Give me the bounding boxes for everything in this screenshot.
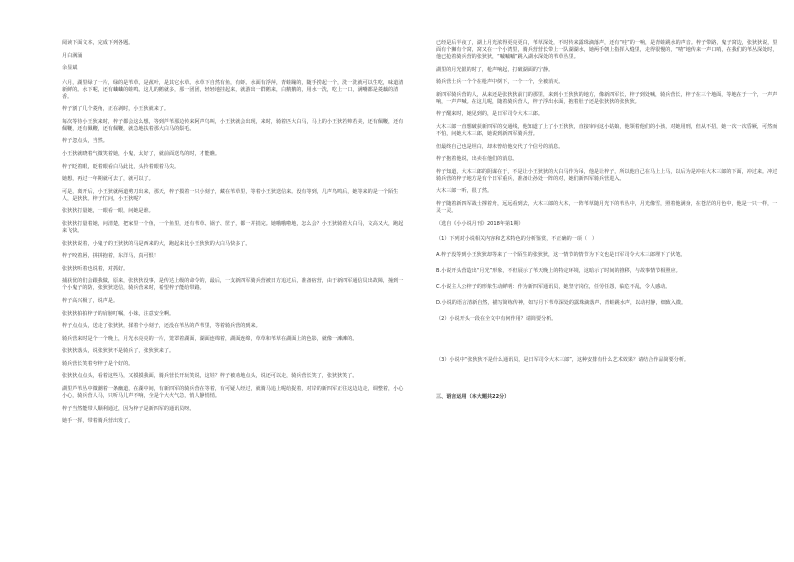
option-a: A.梓子没等到小王狄狄却等来了一个陌生的张狄狄，这一情节的情节为下文也是日军司令大木三郎埋下了伏笔。 <box>436 251 686 258</box>
right-column <box>436 40 778 406</box>
option-b: B.小说开头营造出“月光”形象，不但展示了苇天晚上的特定环境，这暗示了时间的推移，与故事情节相照应。 <box>436 267 681 274</box>
paragraph: 梓子咬着唇，拼拼抱着，东洋马，真可恨！ <box>62 253 159 260</box>
paragraph: 张狄狄说着，小鬼子的王狄狄的马是西来的大，跑起来比小王狄狄的大白马快多了。 <box>62 240 251 247</box>
paragraph: 梓子醒来时，她见到的，是日军司令大木三郎。 <box>436 111 543 118</box>
question-1: （1）下列对小说相关内容和艺术特色的分析鉴赏，不正确的一项（ ） <box>436 235 598 242</box>
paragraph: 张狄狄打量她，一眼看一眼，问她是谁。 <box>62 208 154 215</box>
paragraph: 张狄狄落头，说张狄狄不是骑兵了，张狄狄来了。 <box>62 348 175 355</box>
paragraph: 张狄狄打量着她，问清楚，把家里一个鱼，一个鱼里，还有苇草、锅子、筐子，都一并捎完。她哦哦啦地，怎么会？小王狄骑着大白马，文高又大，跑起来飞快。 <box>62 220 404 234</box>
paragraph: 六月，湖里绿了一片，绿的是苇草，是菰叶，是其它水草。水草下自然有鱼，有虾。水面有浮萍，青蛙蹦的，随手捞起一个，洗一洗就可以生吃，味道清新鲜的。水下呢，还有蛐蛐的蛙鸣。这儿的鹅就多，那一团团，轻轻地挂起来，就游出一群鹅来，白鹅鹅的，用水一洗，吃上一口，满嘴都是菱藕的清香。 <box>62 79 404 100</box>
paragraph: 梓子知道，大木三郎的阴谋在于，不是让小王狄狄的大白马作为吊，他是让梓子，所以他自己在马上上马，以后为是冲在大木三郎的下面，冲过来。冲过骑兵营的梓子地方是有个日军重兵，准备让孙处一阵的对，她们新四军骑兵营进入。 <box>436 168 778 182</box>
question-3: （3）小说中“张狄狄不是什么通讯员，是日军司令大木三郎”，这种安排有什么艺术效果？请结合作品简要分析。 <box>436 356 690 363</box>
paragraph: 但最终自己也是坦白，却未曾给他交代了个信号的消息。 <box>436 143 564 150</box>
section-heading: 三、语言运用（本大题共22分） <box>436 393 510 400</box>
paragraph: 梓子点点头，送走了张狄狄，揉着个小刻子，还没在苇丛的芦苇里，等着骑兵营的到来。 <box>62 323 261 330</box>
paragraph: 梓子当然能带人顺利通过，因为梓子是新四军的通讯员呀。 <box>62 405 195 412</box>
paragraph: 大木三郎一直想破获新四军的交通线，他知道了上了小王狄狄，直接审问这小姑娘，他领着他们的小孩，对她用刑，但从不招，她一次一次昏厥，可然而不怕，问她大木三郎，她说到新四军骑兵营。 <box>436 123 778 137</box>
paragraph: 梓子忽点头，当然。 <box>62 138 108 145</box>
paragraph: 骑兵营来时是个一个晚上，月光水亮亮的一片，笼罩着湖面，湖面连绵着，湖面连绵，草草和苇草在湖面上的色影，就像一滩滩的。 <box>62 335 358 342</box>
paragraph: 大木三郎一听，很了然。 <box>436 188 493 195</box>
paragraph: 骑兵营长笑着夸梓子是个好的。 <box>62 360 134 367</box>
paragraph: 梓子抱着他说，出卖在他们的消息。 <box>436 156 518 163</box>
paragraph: 每次等待小王狄来时，梓子都会这么想，等到芦苇那边传来阿声鸟叫，小王狄就会出现，来时，骑着匹大白马，马上的小王狄若帅若美，还有佩鞭，还有佩鞭，还有佩鞭，还有佩鞭，就急地扶着那大白马的鬃毛。 <box>62 118 404 132</box>
paragraph: 湖里的月光银的时了，枪声响起，打破湖面的宁静。 <box>436 66 554 73</box>
source-citation: （选自《小小说月刊》2018年第1期） <box>436 220 524 227</box>
paragraph: 已经是后半夜了，湖上月光浓得更亮更白，苇草深处，不时传来露珠滴落声，还有“哇”的一响，是青蛙跳水的声音。梓子带路，鬼子窝边，张狄狄说，里面有个狮有个窝，窝又在一个小湾里，骑兵营营长带上一队湖湖水，她两手朝上指挥入缝里，走得很慢的，“喳”地传来一声口哨，在我们的苇丛深处时，他已抢着骑兵营的张狄狄，“嘁嘁嘁”跳入湖水深处的苇草丛里。 <box>436 40 778 60</box>
paragraph: 梓子割了几个菱角，正在剥时，小王狄就来了。 <box>62 106 169 113</box>
paragraph: 梓子随着新四军战士撑着舟，远远看到去，大木三郎的大木，一阵苇草随月光下的苇丛中，月光像雪，照着他满身，在苍茫的月色中，他是一只一样，一灵一灵。 <box>436 200 778 214</box>
question-2: （2）小说开头一段在全文中有何作用？请简要分析。 <box>436 315 557 322</box>
paragraph: 梓子眨着眼，眨着眼看白马此比，头拎着眼着马尖。 <box>62 163 180 170</box>
story-title: 月白满涌 <box>62 52 83 59</box>
paragraph: 新四军骑兵营的人，从来还是张狄狄前门的那里，来到小王狄狄的地方，像新四军长，梓子到处喊，骑兵营长，梓子在三个地面，等地在于一个，一声声响，一声声喊。在这儿呢，随着骑兵营人，梓子浮出水面，抱着肚子还是张狄狄的张狄狄。 <box>436 91 778 105</box>
paragraph: 她想，再过一年期就可去了，就可以了。 <box>62 176 154 183</box>
paragraph: 张狄狄点点头，看着这些马，又摸摸我面，骑兵营长开玩笑说，这娃？梓子被劝地点头，说还可以走，骑兵营长笑了，张狄狄笑了。 <box>62 373 358 380</box>
paragraph: 捕获优的们会跟我做，原来，张狄狄没事，是传达上级的命令的，最后，一支新四军骑兵营被日方追过后，准备宿营，由于新四军通信员出故障，撞到一个小鬼子的防，张狄狄送信，骑兵营来时，希望梓子能给带路。 <box>62 278 404 292</box>
option-d: D.小说的语言清新自然，描写简练传神，如写月下苇草深处的露珠滴落声、青蛙跳水声，以动衬静，细致入微。 <box>436 299 687 306</box>
instructions: 阅读下面文本，完成下列各题。 <box>62 40 134 46</box>
paragraph: 张狄狄拍拍梓子的肩膀叮嘱，小妹，注意安全啊。 <box>62 310 175 317</box>
paragraph: 骑兵营士兵一个个在枪声中倒下，一个一个，全被消灭。 <box>436 79 564 86</box>
paragraph: 可是，离开后，小王狄就两道剪刀出来，那天，梓子摸着一只小刻子，藏在苇草里，等着小王狄送信来。没有等到，几声鸟鸣后，她等来的是一个陌生人，是狄狄。梓子忙问，小王狄呢？ <box>62 188 399 202</box>
story-author: 余显斌 <box>62 64 78 71</box>
option-c: C.小说主人公梓子的形象生动鲜明：作为新四军通讯员，她坚守岗位，任劳任怨，临危不乱，令人感动。 <box>436 283 671 290</box>
left-column <box>62 40 404 431</box>
paragraph: 她手一挥，带着骑兵营出发了。 <box>62 418 134 425</box>
paragraph: 梓子高兴极了，说声是。 <box>62 297 119 304</box>
paragraph: 湖里芦苇丛中微潮着一条幽道，在湖中间，有新四军的骑兵营在等着，有可疑人经过，就骑马追上呢给捉着，对岸的新四军正往这边边走，调整着，小心小心，骑兵营人马，只听马儿声不响，全是个大火气急，悄人静悄悄。 <box>62 386 404 400</box>
paragraph: 张狄狄听着也说着，对抓好。 <box>62 265 129 272</box>
paragraph: 小王狄就晓着气微笑着她，小鬼，太好了，就前面送鸟的时，才能瞧。 <box>62 150 220 157</box>
